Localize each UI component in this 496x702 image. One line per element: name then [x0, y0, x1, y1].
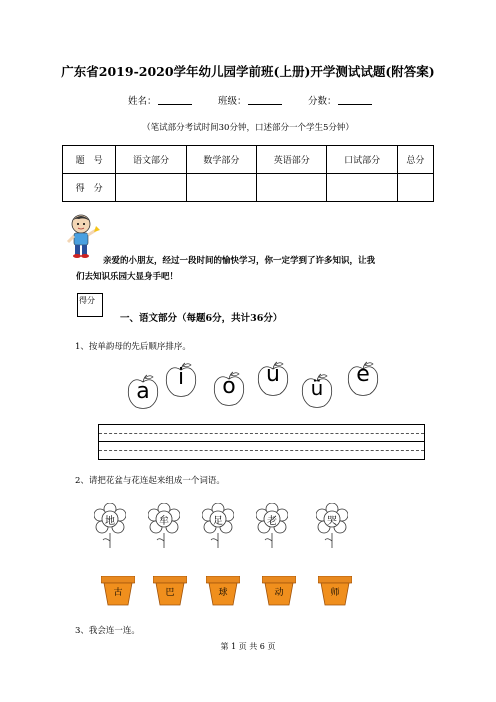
score-cell[interactable] [257, 174, 327, 202]
pot-character: 古 [113, 588, 123, 598]
greeting-line-1: 亲爱的小朋友，经过一段时间的愉快学习，你一定学到了许多知识，让我 [103, 256, 376, 266]
score-table [62, 145, 434, 202]
apple-letter: a [136, 379, 150, 404]
name-label: 姓名： [128, 96, 157, 107]
flower-pot-icon[interactable] [153, 576, 187, 610]
apple-icon [256, 361, 290, 401]
question-3: 3、我会连一连。 [75, 626, 140, 636]
flower-character: 足 [213, 516, 223, 527]
apple-icon [300, 373, 334, 413]
flower-character: 老 [267, 516, 277, 527]
exam-note: （笔试部分考试时间30分钟，口述部分一个学生5分钟） [142, 123, 354, 133]
score-stamp-label: 得分 [79, 296, 95, 305]
greeting-line-2: 们去知识乐园大显身手吧！ [76, 272, 179, 282]
apple-icon [164, 362, 198, 402]
name-blank[interactable] [158, 104, 192, 105]
header-cell: 总分 [397, 146, 433, 174]
question-2: 2、请把花盆与花连起来组成一个词语。 [75, 476, 225, 486]
class-label: 班级： [218, 96, 247, 107]
flower-pot-icon[interactable] [318, 576, 352, 610]
apple-icon [126, 374, 160, 414]
class-blank[interactable] [248, 104, 282, 105]
score-cell[interactable] [397, 174, 433, 202]
score-cell[interactable] [116, 174, 186, 202]
header-cell: 数学部分 [186, 146, 256, 174]
apple-letter: i [177, 365, 185, 390]
flower-icon[interactable] [316, 503, 348, 553]
score-blank[interactable] [338, 104, 372, 105]
page-title: 广东省2019-2020学年幼儿园学前班(上册)开学测试试题(附答案) [61, 64, 435, 79]
flower-character: 牟 [159, 516, 169, 527]
apple-icon [346, 361, 380, 401]
row-label-cell: 得 分 [63, 174, 116, 202]
page-footer: 第 1 页 共 6 页 [220, 642, 276, 651]
flower-pot-icon[interactable] [101, 576, 135, 610]
answer-writing-lines[interactable] [98, 424, 425, 460]
flower-character: 哭 [327, 516, 337, 527]
pot-character: 师 [330, 588, 340, 598]
score-label: 分数： [308, 96, 337, 107]
apple-letter: ü [310, 376, 324, 400]
pot-character: 动 [274, 588, 284, 598]
flower-icon[interactable] [202, 503, 234, 553]
flower-pot-icon[interactable] [262, 576, 296, 610]
apple-letter: u [266, 362, 280, 387]
score-cell[interactable] [186, 174, 256, 202]
score-cell[interactable] [327, 174, 397, 202]
flower-character: 地 [105, 516, 115, 527]
section-heading: 一、语文部分（每题6分，共计36分） [120, 313, 283, 324]
pot-character: 巴 [165, 588, 175, 598]
header-cell: 英语部分 [257, 146, 327, 174]
header-cell: 口试部分 [327, 146, 397, 174]
apple-icon [212, 371, 246, 411]
header-cell: 题 号 [63, 146, 116, 174]
boy-mascot-illustration [62, 212, 104, 260]
score-stamp-box[interactable] [77, 293, 103, 317]
flower-pot-icon[interactable] [206, 576, 240, 610]
question-1: 1、按单韵母的先后顺序排序。 [75, 342, 191, 352]
flower-icon[interactable] [94, 503, 126, 553]
apple-letter: o [222, 374, 236, 399]
flower-icon[interactable] [256, 503, 288, 553]
header-cell: 语文部分 [116, 146, 186, 174]
pot-character: 球 [218, 588, 228, 598]
apple-letter: e [356, 362, 370, 387]
flower-icon[interactable] [148, 503, 180, 553]
